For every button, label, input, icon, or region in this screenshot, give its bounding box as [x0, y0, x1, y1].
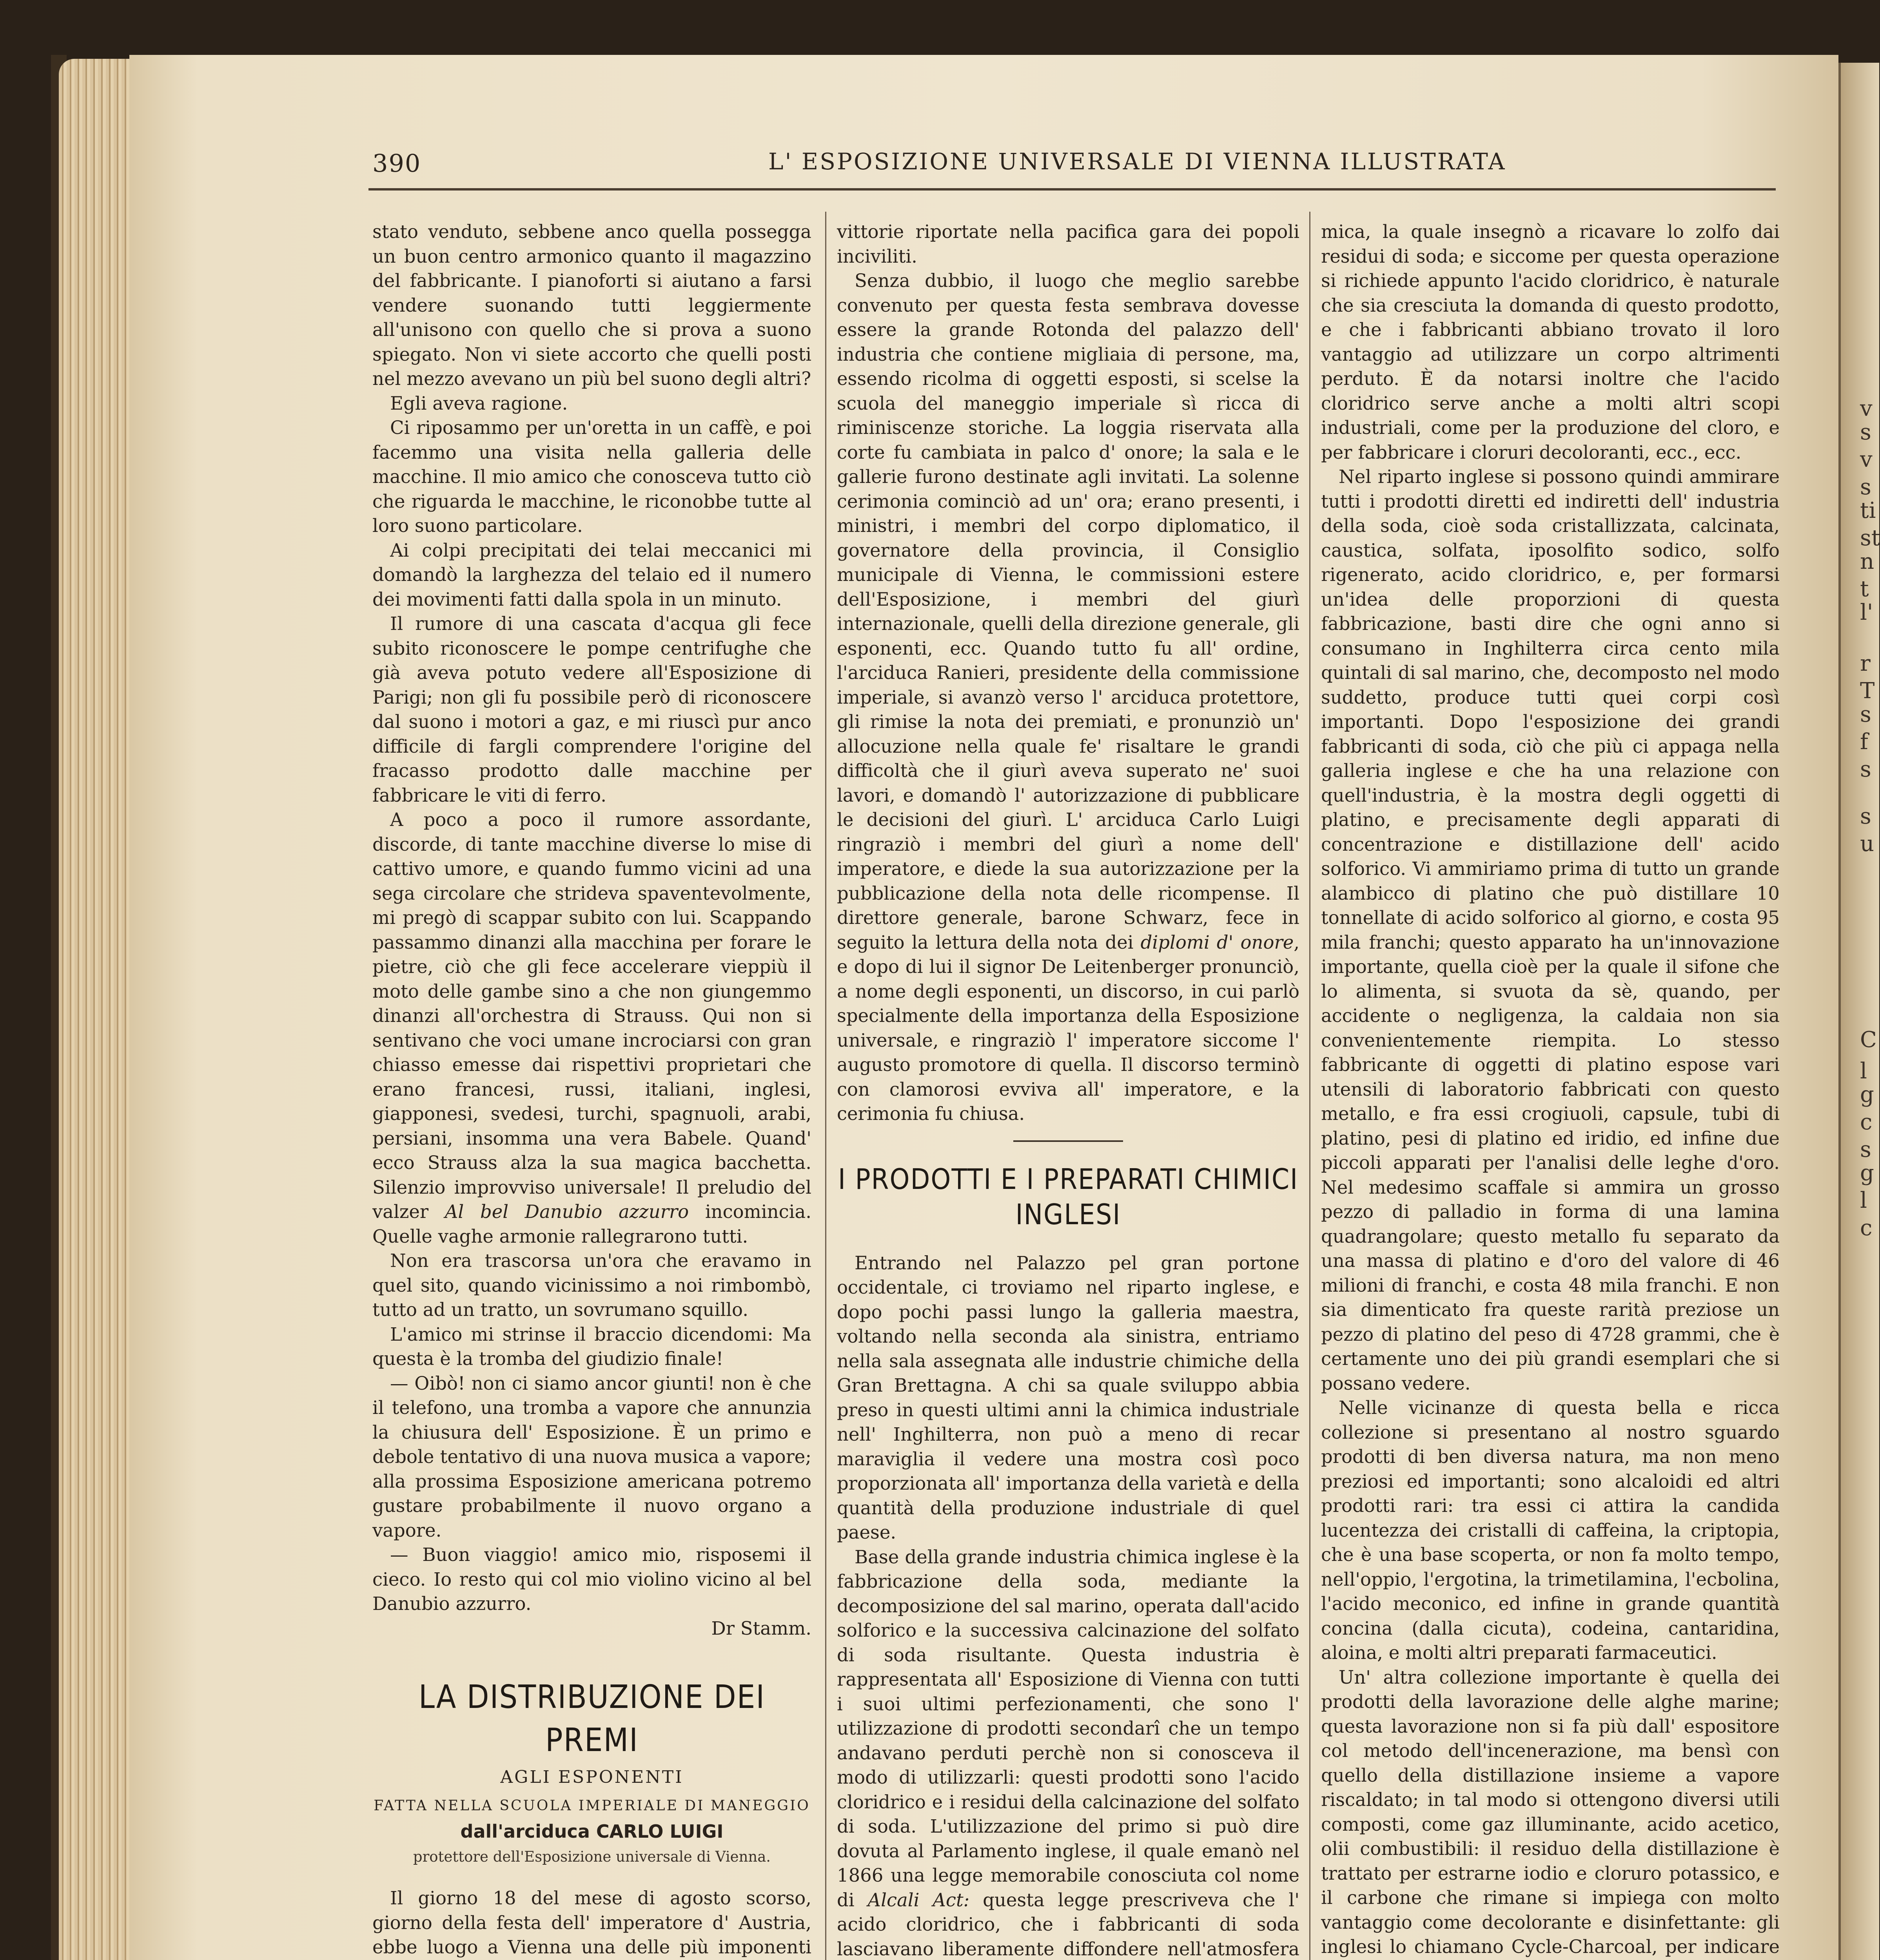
text-run: incomincia. Quelle vaghe armonie rallegrarono tutti.	[372, 1201, 812, 1247]
next-page-letter: s	[1860, 702, 1871, 727]
page-number: 390	[372, 149, 421, 178]
section-subtitle: dall'arciduca CARLO LUIGI	[460, 1821, 724, 1842]
text-run: Senza dubbio, il luogo che meglio sarebbe convenuto per questa festa sembrava dovesse essere la grande Rotonda del palazzo dell' industria che contiene migliaia di persone, ma, essendo ricolma di oggetti esposti, si scelse la scuola del maneggio imperiale sì ricca di riminiscenze storiche. La loggia riservata alla corte fu cambiata in palco d' onore; la sala e le gallerie furono destinate agli invitati. La solenne cerimonia cominciò ad un' ora; erano presenti, i ministri, i membri del corpo diplomatico, il governatore della provincia, il Consiglio municipale di Vienna, le commissioni estere dell'Esposizione, i membri del giurì internazionale, quelli della direzione generale, gli esponenti, ecc. Quando tutto fu all' ordine, l'arciduca Ranieri, presidente della commissione imperiale, si avanzò verso l' arciduca protettore, gli rimise la nota dei premiati, e pronunziò un' allocuzione nella quale fe' risaltare le grandi difficoltà che il giurì aveva superato ne' suoi lavori, e domandò l' autorizzazione di pubblicare le decisioni del giurì. L' arciduca Carlo Luigi ringraziò i membri del giurì a nome dell' imperatore, e diede la sua autorizzazione per la pubblicazione della nota delle ricompense. Il direttore generale, barone Schwarz, fece in seguito la lettura della nota dei	[837, 270, 1299, 953]
next-page-letter: s	[1860, 474, 1871, 500]
section-title-premi: LA DISTRIBUZIONE DEI PREMI	[418, 1679, 766, 1759]
next-page-letter: l'	[1860, 600, 1873, 625]
next-page-letter: g	[1860, 1160, 1874, 1186]
paragraph: Ai colpi precipitati dei telai meccanici mi domandò la larghezza del telaio ed il numero dei movimenti fatti dalla spola in un minuto.	[372, 539, 811, 610]
column-3	[1321, 220, 1780, 1960]
next-page-letter: s	[1860, 804, 1871, 829]
paragraph: mica, la quale insegnò a ricavare lo zolfo dai residui di soda; e siccome per questa operazione si richiede appunto l'acido cloridrico, è naturale che sia cresciuta la domanda di questo prodotto, e che i fabbricanti abbiano trovato il loro vantaggio ad utilizzare un corpo altrimenti perduto. È da notarsi inoltre che l'acido cloridrico serve anche a molti altri scopi industriali, come per la produzione del cloro, e per fabbricare i cloruri decoloranti, ecc., ecc.	[1321, 221, 1780, 463]
next-page-letter: s	[1860, 757, 1871, 782]
paragraph: — Oibò! non ci siamo ancor giunti! non è che il telefono, una tromba a vapore che annunzia la chiusura dell' Esposizione. È un primo e debole tentativo di una nuova musica a vapore; alla prossima Esposizione americana potremo gustare probabilmente il nuovo organo a vapore.	[372, 1372, 811, 1541]
next-page-letter: n	[1860, 549, 1875, 574]
paragraph: Un' altra collezione importante è quella dei prodotti della lavorazione delle alghe marine; questa lavorazione non si fa più dall' espositore col metodo dell'incenerazione, ma bensì con quello della distillazione insieme a vapore riscaldato; in tal modo si ottengono diversi utili composti, come gaz illuminante, acido acetico, olii combustibili: il residuo della distillazione è trattato per estrarne iodio e cloruro potassico, e il carbone che rimane si impiega con molto vantaggio come decolorante e disinfettante: gli inglesi lo chiamano Cycle-Charcoal, per indicare	[1321, 1666, 1780, 1957]
next-page-letter: v	[1860, 396, 1873, 421]
author-signature	[372, 1616, 811, 1641]
next-page-letter: t	[1860, 576, 1869, 602]
column-separator	[1309, 212, 1310, 1960]
paragraph: Egli aveva ragione.	[390, 392, 568, 414]
next-page-letter: g	[1860, 1082, 1874, 1107]
next-page-letter: c	[1860, 1215, 1873, 1241]
next-page-letter: s	[1860, 1137, 1871, 1162]
next-page-letter: u	[1860, 831, 1875, 857]
next-page-letter: ti	[1860, 498, 1876, 523]
paragraph: stato venduto, sebbene anco quella possegga un buon centro armonico quanto il magazzino del fabbricante. I pianoforti si aiutano a farsi vendere suonando tutti leggiermente all'unisono con quello che si prova a suono spiegato. Non vi siete accorto che quelli posti nel mezzo avevano un più bel suono degli altri?	[372, 221, 811, 389]
paragraph: Il giorno 18 del mese di agosto scorso, giorno della festa dell' imperatore d' Austria, ebbe luogo a Vienna una delle più imponenti	[372, 1887, 811, 1958]
next-page-letter: l	[1860, 1058, 1867, 1084]
paragraph: Il rumore di una cascata d'acqua gli fece subito riconoscere le pompe centrifughe che già aveva potuto vedere all'Esposizione di Parigi; non gli fu possibile però di riconoscere dal suono i motori a gaz, e mi riuscì pur anco difficile di fargli comprendere l'origine del fracasso prodotto dalle macchine per fabbricare le viti di ferro.	[372, 613, 811, 806]
section-subtitle: FATTA NELLA SCUOLA IMPERIALE DI MANEGGIO	[374, 1798, 810, 1814]
text-run: , e dopo di lui il signor De Leitenberger pronunciò, a nome degli esponenti, un discorso, in cui parlò specialmente della importanza della Esposizione universale, e ringraziò l' imperatore siccome l' augusto promotore di quella. Il discorso terminò con clamorosi evviva all' imperatore, e la cerimonia fu chiusa.	[837, 931, 1300, 1124]
paragraph	[837, 269, 1299, 1126]
header-rule	[368, 188, 1776, 191]
paragraph: L'amico mi strinse il braccio dicendomi: Ma questa è la tromba del giudizio finale!	[372, 1323, 811, 1369]
section-divider	[1013, 1140, 1123, 1142]
text-run: A poco a poco il rumore assordante, discorde, di tante macchine diverse lo mise di cattivo umore, e quando fummo vicini ad una sega circolare che strideva spaventevolmente, mi pregò di scappar subito con lui. Scappando passammo dinanzi alla macchina per forare le pietre, ciò che gli fece accelerare vieppiù il moto delle gambe sino a che non giungemmo dinanzi all'orchestra di Strauss. Qui non si sentivano che voci umane incrociarsi con gran chiasso emesse dai rispettivi proprietari che erano francesi, russi, italiani, inglesi, giapponesi, svedesi, turchi, spagnuoli, arabi, persiani, insomma una vera Babele. Quand' ecco Strauss alza la sua magica bacchetta. Silenzio improvviso universale! Il preludio del valzer	[372, 809, 811, 1222]
signature-text: Dr Stamm.	[711, 1617, 811, 1639]
paragraph	[372, 808, 811, 1249]
running-head: L' ESPOSIZIONE UNIVERSALE DI VIENNA ILLUSTRATA	[768, 148, 1506, 175]
next-page-letter: C	[1860, 1027, 1877, 1053]
section-subtitle: protettore dell'Esposizione universale di Vienna.	[413, 1848, 771, 1865]
column-1	[372, 220, 811, 1960]
text-run: Base della grande industria chimica inglese è la fabbricazione della soda, mediante la decomposizione del sal marino, operata dall'acido solforico e la successiva calcinazione del solfato di soda risultante. Questa industria è rappresentata all' Esposizione di Vienna con tutti i suoi ultimi perfezionamenti, che sono l' utilizzazione di prodotti secondarî che un tempo andavano perduti perchè non si conosceva il modo di utilizzarli: questi prodotti sono l'acido cloridrico e i residui della calcinazione del solfato di soda. L'utilizzazione del primo si può dire dovuta al Parlamento inglese, il quale emanò nel 1866 una legge memorabile conosciuta col nome di	[837, 1546, 1299, 1911]
next-page-letter: v	[1860, 447, 1873, 472]
next-page-letter: r	[1860, 651, 1871, 676]
paragraph: — Buon viaggio! amico mio, risposemi il cieco. Io resto qui col mio violino vicino al bel Danubio azzurro.	[372, 1544, 811, 1614]
column-separator	[825, 212, 826, 1960]
next-page-letter: st	[1860, 525, 1880, 551]
next-page-letter: l	[1860, 1188, 1867, 1213]
paragraph: vittorie riportate nella pacifica gara dei popoli inciviliti.	[837, 221, 1299, 267]
next-page-letter: f	[1860, 729, 1868, 755]
next-page-letter: c	[1860, 1109, 1873, 1135]
paragraph: Nelle vicinanze di questa bella e ricca collezione si presentano al nostro sguardo prodotti di ben diversa natura, ma non meno preziosi ed importanti; sono alcaloidi ed altri prodotti rari: tra essi ci attira la candida lucentezza dei cristalli di caffeina, la criptopia, che è una base scoperta, or non fa molto tempo, nell'oppio, l'ergotina, la trimetilamina, l'ecbolina, l'acido meconico, ed infine in grande quantità concina (dalla cicuta), codeina, cantaridina, aloina, e molti altri preparati farmaceutici.	[1321, 1397, 1780, 1663]
spacer	[837, 1240, 1299, 1251]
italic-term: diplomi d' onore	[1140, 931, 1294, 953]
section-subtitle: AGLI ESPONENTI	[500, 1767, 684, 1787]
paragraph: Ci riposammo per un'oretta in un caffè, e poi facemmo una visita nella galleria delle macchine. Il mio amico che conosceva tutto ciò che riguarda le macchine, le riconobbe tutte al loro suono particolare.	[372, 417, 811, 536]
section-title-chimici: I PRODOTTI E I PREPARATI CHIMICI INGLESI	[838, 1162, 1299, 1231]
paragraph: Non era trascorsa un'ora che eravamo in quel sito, quando vicinissimo a noi rimbombò, tutto ad un tratto, un sovrumano squillo.	[372, 1250, 811, 1320]
paragraph	[837, 1545, 1299, 1960]
column-2	[837, 220, 1299, 1960]
italic-term: Alcali Act:	[867, 1889, 970, 1911]
next-page-letter: T	[1860, 678, 1875, 704]
paragraph: Entrando nel Palazzo pel gran portone occidentale, ci troviamo nel riparto inglese, e dopo pochi passi lungo la galleria maestra, voltando nella seconda ala sinistra, entriamo nella sala assegnata alle industrie chimiche della Gran Brettagna. A chi sa quale sviluppo abbia preso in questi ultimi anni la chimica industriale nell' Inghilterra, non può a meno di recar maraviglia il vedere una mostra così poco proporzionata all' importanza della varietà e della quantità della produzione industriale di quel paese.	[837, 1252, 1299, 1543]
text-run: questa legge prescriveva che l' acido cloridrico, che i fabbricanti di soda lasciavano liberamente diffondere nell'atmosfera	[837, 1889, 1299, 1960]
next-page-edge	[1838, 63, 1879, 1960]
next-page-letter: s	[1860, 419, 1871, 445]
song-title: Al bel Danubio azzurro	[445, 1201, 689, 1222]
paragraph: Nel riparto inglese si possono quindi ammirare tutti i prodotti diretti ed indiretti dell' industria della soda, cioè soda cristallizzata, calcinata, caustica, solfata, iposolfito sodico, solfo rigenerato, acido cloridrico, e, per formarsi un'idea delle proporzioni di questa fabbricazione, basti dire che ogni anno si consumano in Inghilterra circa cento mila quintali di sal marino, che, decomposto nel modo suddetto, produce tutti quei corpi così importanti. Dopo l'esposizione dei grandi fabbricanti di soda, ciò che più ci appaga nella galleria inglese e che ha una relazione con quell'industria, è la mostra degli oggetti di platino, e precisamente degli apparati di concentrazione e distillazione dell' acido solforico. Vi ammiriamo prima di tutto un grande alambicco di platino che può distillare 10 tonnellate di acido solforico al giorno, e costa 95 mila franchi; questo apparato ha un'innovazione importante, quella cioè per la quale il sifone che lo alimenta, si svuota da sè, quando, per accidente o negligenza, la caldaia non sia convenientemente riempita. Lo stesso fabbricante di oggetti di platino espose vari utensili di laboratorio fabbricati con questo metallo, e fra essi crogiuoli, capsule, tubi di platino, pesi di platino ed iridio, ed infine due piccoli apparati per l'analisi delle leghe d'oro. Nel medesimo scaffale si ammira un grosso pezzo di palladio in forma di una lamina quadrangolare; questo metallo fu separato da una massa di platino e d'oro del valore di 46 milioni di franchi, e costa 48 mila franchi. E non sia dimenticato fra queste rarità preziose un pezzo di platino del peso di 4728 grammi, che è certamente uno dei più grandi esemplari che si possano vedere.	[1321, 466, 1780, 1394]
